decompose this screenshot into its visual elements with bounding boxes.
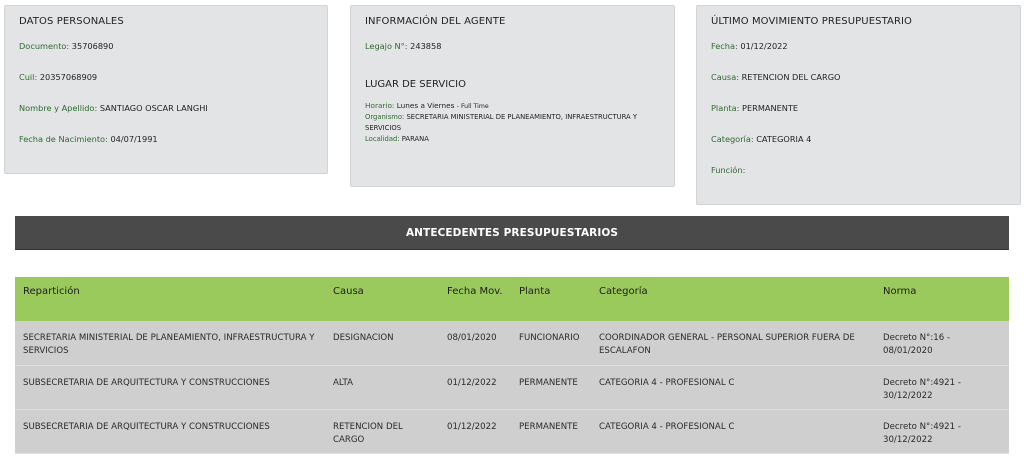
horario-value: Lunes a Viernes: [396, 101, 455, 110]
column-header-causa[interactable]: Causa: [325, 277, 439, 321]
column-header-norma[interactable]: Norma: [875, 277, 1009, 321]
column-header-categoria[interactable]: Categoría: [591, 277, 875, 321]
nombre-field: [19, 103, 313, 113]
organismo-field: [365, 112, 660, 134]
categoria-field: [711, 134, 1006, 144]
legajo-value: 243858: [410, 41, 442, 51]
cell-fecha: 01/12/2022: [439, 365, 511, 409]
antecedentes-table: [15, 277, 1009, 454]
ultimo-movimiento-card: [696, 5, 1021, 205]
cell-norma: Decreto N°:4921 - 30/12/2022: [875, 365, 1009, 409]
organismo-label: Organismo:: [365, 113, 405, 121]
organismo-value: SECRETARIA MINISTERIAL DE PLANEAMIENTO, INFRAESTRUCTURA Y SERVICIOS: [365, 113, 638, 132]
datos-personales-title: DATOS PERSONALES: [19, 16, 124, 27]
localidad-label: Localidad:: [365, 135, 400, 143]
horario-label: Horario:: [365, 101, 395, 110]
cell-planta: PERMANENTE: [511, 365, 591, 409]
informacion-agente-card: [350, 5, 675, 187]
ultimo-movimiento-title: ÚLTIMO MOVIMIENTO PRESUPUESTARIO: [711, 16, 913, 27]
table-row: [15, 365, 1009, 409]
causa-label: Causa:: [711, 72, 739, 82]
documento-field: [19, 41, 313, 51]
cuil-field: [19, 72, 313, 82]
table-header-row: [15, 277, 1009, 321]
column-header-planta[interactable]: Planta: [511, 277, 591, 321]
funcion-field: [711, 165, 1006, 175]
documento-value: 35706890: [71, 41, 114, 51]
horario-extra: - Full Time: [456, 103, 489, 110]
causa-value: RETENCION DEL CARGO: [741, 72, 841, 82]
cuil-label: Cuil:: [19, 72, 38, 82]
cell-norma: Decreto N°:16 - 08/01/2020: [875, 321, 1009, 365]
fecha-value: 01/12/2022: [740, 41, 788, 51]
column-header-reparticion[interactable]: Repartición: [15, 277, 325, 321]
legajo-label: Legajo N°:: [365, 41, 408, 51]
cell-categoria: COORDINADOR GENERAL - PERSONAL SUPERIOR FUERA DE ESCALAFON: [591, 321, 875, 365]
planta-value: PERMANENTE: [742, 103, 799, 113]
informacion-agente-title: INFORMACIÓN DEL AGENTE: [365, 16, 506, 27]
table-row: [15, 321, 1009, 365]
categoria-label: Categoría:: [711, 134, 754, 144]
cell-reparticion: SUBSECRETARIA DE ARQUITECTURA Y CONSTRUCCIONES: [15, 409, 325, 453]
planta-field: [711, 103, 1006, 113]
cell-categoria: CATEGORIA 4 - PROFESIONAL C: [591, 409, 875, 453]
cell-reparticion: SECRETARIA MINISTERIAL DE PLANEAMIENTO, INFRAESTRUCTURA Y SERVICIOS: [15, 321, 325, 365]
categoria-value: CATEGORIA 4: [756, 134, 812, 144]
nacimiento-value: 04/07/1991: [110, 134, 158, 144]
column-header-fecha-mov[interactable]: Fecha Mov.: [439, 277, 511, 321]
cell-categoria: CATEGORIA 4 - PROFESIONAL C: [591, 365, 875, 409]
cell-planta: PERMANENTE: [511, 409, 591, 453]
lugar-servicio-title: LUGAR DE SERVICIO: [365, 79, 466, 90]
funcion-label: Función:: [711, 165, 746, 175]
planta-label: Planta:: [711, 103, 740, 113]
localidad-value: PARANA: [401, 135, 429, 143]
antecedentes-header: ANTECEDENTES PRESUPUESTARIOS: [15, 216, 1009, 250]
cell-fecha: 01/12/2022: [439, 409, 511, 453]
documento-label: Documento:: [19, 41, 70, 51]
nacimiento-label: Fecha de Nacimiento:: [19, 134, 108, 144]
fecha-field: [711, 41, 1006, 51]
fecha-label: Fecha:: [711, 41, 738, 51]
cell-fecha: 08/01/2020: [439, 321, 511, 365]
cell-reparticion: SUBSECRETARIA DE ARQUITECTURA Y CONSTRUCCIONES: [15, 365, 325, 409]
horario-field: [365, 100, 660, 112]
cuil-value: 20357068909: [39, 72, 98, 82]
table-row: [15, 409, 1009, 453]
cell-norma: Decreto N°:4921 - 30/12/2022: [875, 409, 1009, 453]
legajo-field: [365, 41, 660, 51]
cell-causa: DESIGNACION: [325, 321, 439, 365]
datos-personales-card: [4, 5, 328, 174]
nacimiento-field: [19, 134, 313, 144]
cell-causa: ALTA: [325, 365, 439, 409]
nombre-label: Nombre y Apellido:: [19, 103, 98, 113]
cell-planta: FUNCIONARIO: [511, 321, 591, 365]
cell-causa: RETENCION DEL CARGO: [325, 409, 439, 453]
localidad-field: [365, 134, 660, 145]
causa-field: [711, 72, 1006, 82]
nombre-value: SANTIAGO OSCAR LANGHI: [99, 103, 208, 113]
